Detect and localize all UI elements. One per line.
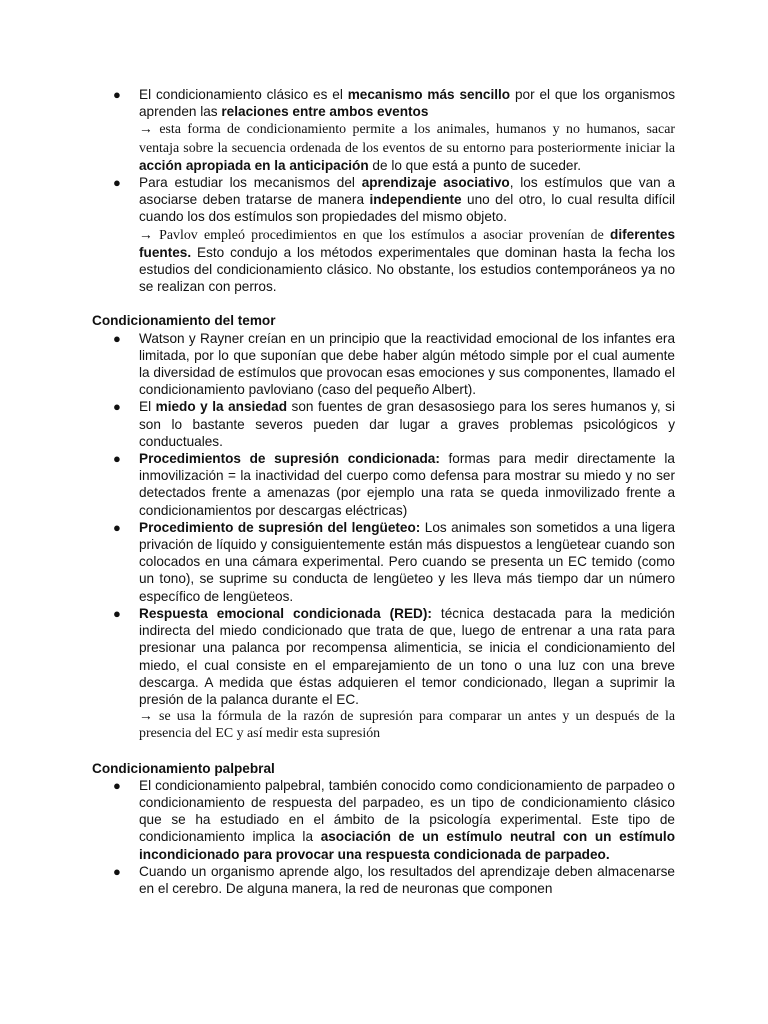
- text-run: uno del otro, lo cual resulta difícil cuando los dos estímulos son propiedades del mismo objeto.: [139, 192, 675, 225]
- bullet-icon: ●: [113, 777, 121, 793]
- bold-text: Procedimientos de supresión condicionada:: [139, 451, 440, 467]
- text-run: Watson y Rayner creían en un principio que la reactividad emocional de los infantes era limitada, por lo que suponían que debe haber algún método simple por el cual aumente la diversidad de estímulos que provocan esas emociones y sus componentes, llamado el condicionamiento pavloviano (caso del pequeño Albert).: [139, 330, 675, 398]
- text-run: de lo que está a punto de suceder.: [368, 157, 582, 173]
- bullet-icon: ●: [113, 605, 121, 621]
- list-item: [92, 174, 675, 295]
- bold-text: Procedimiento de supresión del lengüeteo:: [139, 519, 421, 535]
- list-item: [92, 450, 675, 519]
- text-run: formas para medir directamente la inmovilización = la inactividad del cuerpo como defensa para mostrar su miedo y no ser detectados frente a amenazas (por ejemplo una rata se queda inmovilizado frente a condicionamientos por descargas eléctricas): [139, 451, 675, 518]
- list-item: [92, 777, 675, 863]
- bold-text: relaciones entre ambos eventos: [221, 104, 429, 120]
- text-run: por el que los organismos aprenden las: [139, 87, 675, 120]
- bold-text: acción apropiada en la anticipación: [139, 157, 369, 173]
- section-heading: Condicionamiento del temor: [92, 313, 276, 329]
- note-paragraph: → se usa la fórmula de la razón de supresión para comparar un antes y un después de la presencia del EC y así medir esta supresión: [139, 709, 675, 742]
- bold-text: Respuesta emocional condicionada (RED):: [139, 605, 432, 621]
- text-run: técnica destacada para la medición indirecta del miedo condicionado que trata de que, luego de entrenar a una rata para presionar una palanca por recompensa alimenticia, se inicia el condicionamiento del miedo, el cual consiste en el emparejamiento de un tono o una luz con una breve descarga. A medida que éstas adquieren el temor condicionado, llegan a suprimir la presión de la palanca durante el EC.: [139, 605, 675, 707]
- intro-list: [92, 86, 675, 295]
- bold-text: asociación de un estímulo neutral con un estímulo incondicionado para provocar una respuesta condicionada de parpadeo.: [139, 829, 675, 862]
- bullet-icon: ●: [113, 330, 121, 346]
- bold-text: aprendizaje asociativo: [361, 175, 510, 191]
- bullet-icon: ●: [113, 519, 121, 535]
- text-run: Los animales son sometidos a una ligera privación de líquido y consiguientemente están más dispuestos a lengüetear cuando son colocados en una cámara experimental. Pero cuando se presenta un EC temido (como un tono), se suprime su conducta de lengüeteo y les lleva más tiempo dar un número específico de lengüeteos.: [139, 519, 675, 604]
- document-page: [92, 86, 675, 897]
- bullet-icon: ●: [113, 175, 121, 191]
- bullet-icon: ●: [113, 399, 121, 415]
- bold-text: independiente: [369, 192, 462, 208]
- text-run: Cuando un organismo aprende algo, los resultados del aprendizaje deben almacenarse en el cerebro. De alguna manera, la red de neuronas que componen: [139, 863, 675, 896]
- list-item: [92, 519, 675, 605]
- note-paragraph: [139, 226, 675, 296]
- text-run: Para estudiar los mecanismos del: [139, 175, 362, 191]
- bullet-icon: ●: [113, 451, 121, 467]
- text-run: El condicionamiento palpebral, también conocido como condicionamiento de parpadeo o condicionamiento de respuesta del parpadeo, es un tipo de condicionamiento clásico que se ha estudiado en el ámbito de la psicología experimental. Este tipo de condicionamiento implica la: [139, 777, 675, 845]
- text-run: , los estímulos que van a asociarse deben tratarse de manera: [139, 175, 676, 208]
- list-item: [92, 86, 675, 174]
- arrow-icon: →: [139, 122, 153, 138]
- bold-text: diferentes fuentes.: [139, 226, 675, 260]
- temor-list: [92, 330, 675, 743]
- note-paragraph: [139, 120, 675, 174]
- note-text: → Pavlov empleó procedimientos en que los estímulos a asociar provenían de: [139, 227, 611, 243]
- text-run: son fuentes de gran desasosiego para los seres humanos y, si son lo bastante severos pueden dar lugar a graves problemas psicológicos y conductuales.: [139, 399, 675, 449]
- bullet-icon: ●: [113, 87, 121, 102]
- list-item: [92, 398, 675, 450]
- bullet-icon: ●: [113, 863, 121, 879]
- text-run: El condicionamiento clásico es el: [139, 87, 348, 102]
- bold-text: miedo y la ansiedad: [155, 399, 288, 415]
- text-run: Esto condujo a los métodos experimentales que dominan hasta la fecha los estudios del condicionamiento clásico. No obstante, los estudios contemporáneos ya no se realizan con perros.: [139, 244, 675, 295]
- section-heading: Condicionamiento palpebral: [92, 760, 275, 776]
- bold-text: mecanismo más sencillo: [347, 87, 511, 102]
- palpebral-list: [92, 777, 675, 897]
- list-item: [92, 605, 675, 743]
- text-run: El: [139, 399, 156, 415]
- note-text: esta forma de condicionamiento permite a los animales, humanos y no humanos, sacar ventaja sobre la secuencia ordenada de los eventos de su entorno para posteriormente iniciar la: [139, 122, 675, 156]
- list-item: [92, 330, 675, 399]
- list-item: [92, 863, 675, 897]
